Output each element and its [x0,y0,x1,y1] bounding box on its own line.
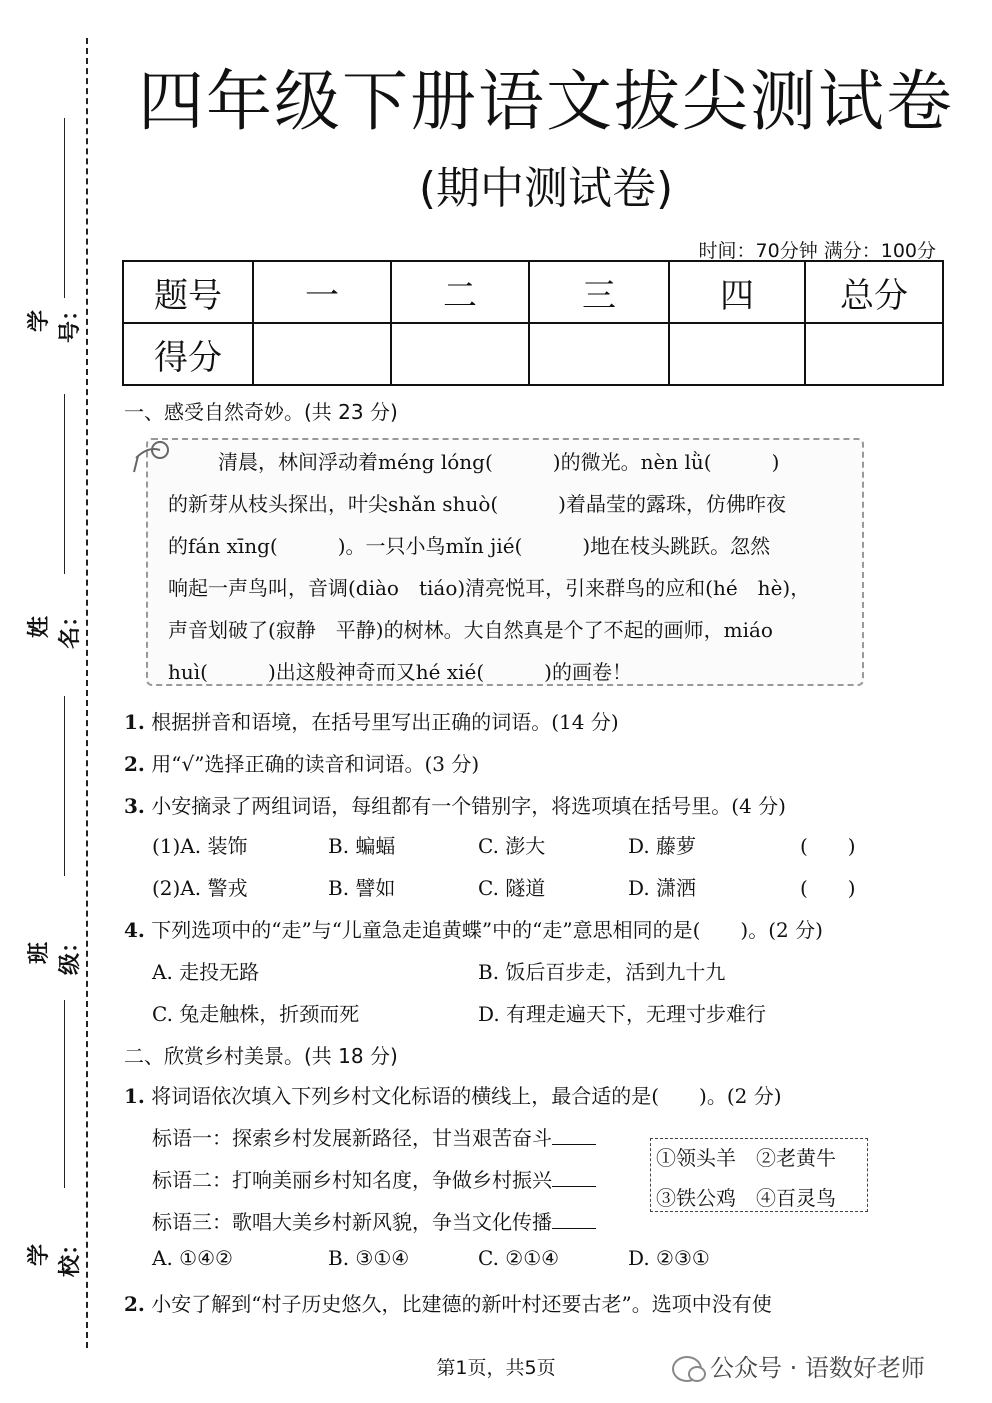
question-1-4 [124,914,823,943]
question-2-2 [124,1288,772,1317]
question-2-1 [124,1080,782,1109]
question-1-1 [124,706,619,735]
question-text: 根据拼音和语境，在括号里写出正确的词语。(14 分) [151,710,619,734]
question-number: 2. [124,1292,145,1316]
student-id-line[interactable] [64,118,65,298]
option[interactable]: C. ②①④ [478,1246,560,1270]
question-text: 小安了解到“村子历史悠久，比建德的新叶村还要古老”。选项中没有使 [151,1292,772,1316]
question-text: 下列选项中的“走”与“儿童急走追黄蝶”中的“走”意思相同的是( )。(2 分) [151,918,823,942]
option[interactable]: D. 潇洒 [628,876,697,900]
passage-line: 清晨，林间浮动着méng lóng( )的微光。nèn lǜ( ) [218,450,780,474]
passage-box [146,438,864,686]
passage-line: 响起一声鸟叫，音调(diào tiáo)清亮悦耳，引来群鸟的应和(hé hè)， [168,576,811,600]
name-label: 姓名： [27,605,83,650]
passage-line: 的fán xīng( )。一只小鸟mǐn jié( )地在枝头跳跃。忽然 [168,534,771,558]
option[interactable]: C. 隧道 [478,876,546,900]
question-number: 1. [124,1084,145,1108]
score-cell[interactable] [805,323,943,385]
time-score-info: 时间：70分钟 满分：100分 [698,240,936,262]
slogan-line [152,1122,596,1151]
student-id-label: 学号： [27,299,83,344]
word-choice-row: ①领头羊 ②老黄牛 [656,1146,836,1170]
option[interactable]: A. ①④② [152,1246,233,1270]
answer-blank[interactable]: ( ) [800,876,856,900]
score-header-cell: 一 [253,261,391,323]
score-header-cell: 二 [391,261,529,323]
section2-heading: 二、欣赏乡村美景。(共 18 分) [124,1044,398,1068]
score-table [122,260,944,386]
passage-line: huì( )出这般神奇而又hé xié( )的画卷！ [168,660,632,684]
option[interactable]: C. 兔走触株，折颈而死 [152,1002,360,1026]
option[interactable]: B. ③①④ [328,1246,410,1270]
watermark-text: 公众号 · 语数好老师 [710,1354,925,1382]
page-subtitle: (期中测试卷) [418,163,674,214]
option[interactable]: (2)A. 警戎 [152,876,248,900]
word-choice-row: ③铁公鸡 ④百灵鸟 [656,1186,836,1210]
score-header-cell: 四 [669,261,805,323]
question-1-3 [124,790,786,819]
question-number: 4. [124,918,145,942]
slogan-blank[interactable] [552,1168,596,1187]
passage-line: 声音划破了(寂静 平静)的树林。大自然真是个了不起的画师，miáo [168,618,773,642]
slogan-text: 标语二：打响美丽乡村知名度，争做乡村振兴 [152,1168,552,1192]
question-number: 3. [124,794,145,818]
class-label: 班级： [27,931,83,976]
score-cell[interactable] [253,323,391,385]
question-text: 将词语依次填入下列乡村文化标语的横线上，最合适的是( )。(2 分) [151,1084,782,1108]
slogan-text: 标语三：歌唱大美乡村新风貌，争当文化传播 [152,1210,552,1234]
answer-blank[interactable]: ( ) [800,834,856,858]
watermark [672,1348,925,1383]
passage-line: 的新芽从枝头探出，叶尖shǎn shuò( )着晶莹的露珠，仿佛昨夜 [168,492,786,516]
name-line[interactable] [64,394,65,574]
score-header-cell: 题号 [123,261,253,323]
slogan-line [152,1164,596,1193]
page-footer: 第1页，共5页 [436,1357,556,1379]
slogan-line [152,1206,596,1235]
page-title: 四年级下册语文拔尖测试卷 [138,63,954,140]
option[interactable]: D. 藤萝 [628,834,697,858]
school-line[interactable] [64,1000,65,1188]
binding-dashed-line [86,38,88,1348]
section1-heading: 一、感受自然奇妙。(共 23 分) [124,400,398,424]
option[interactable]: B. 譬如 [328,876,396,900]
option[interactable]: (1)A. 装饰 [152,834,248,858]
score-cell[interactable] [669,323,805,385]
option[interactable]: B. 饭后百步走，活到九十九 [478,960,726,984]
score-cell[interactable] [529,323,669,385]
option[interactable]: D. ②③① [628,1246,710,1270]
score-cell[interactable] [391,323,529,385]
question-number: 1. [124,710,145,734]
question-text: 小安摘录了两组词语，每组都有一个错别字，将选项填在括号里。(4 分) [151,794,786,818]
slogan-blank[interactable] [552,1126,596,1145]
option[interactable]: B. 蝙蝠 [328,834,396,858]
slogan-blank[interactable] [552,1210,596,1229]
score-header-cell: 三 [529,261,669,323]
option[interactable]: C. 澎大 [478,834,546,858]
pin-icon [130,436,174,480]
school-label: 学校： [27,1233,83,1278]
wechat-icon [672,1356,702,1382]
slogan-text: 标语一：探索乡村发展新路径，甘当艰苦奋斗 [152,1126,552,1150]
option[interactable]: D. 有理走遍天下，无理寸步难行 [478,1002,767,1026]
question-text: 用“√”选择正确的读音和词语。(3 分) [151,752,480,776]
score-row-label: 得分 [123,323,253,385]
score-header-cell: 总分 [805,261,943,323]
option[interactable]: A. 走投无路 [152,960,260,984]
question-number: 2. [124,752,145,776]
class-line[interactable] [64,696,65,876]
question-1-2 [124,748,479,777]
